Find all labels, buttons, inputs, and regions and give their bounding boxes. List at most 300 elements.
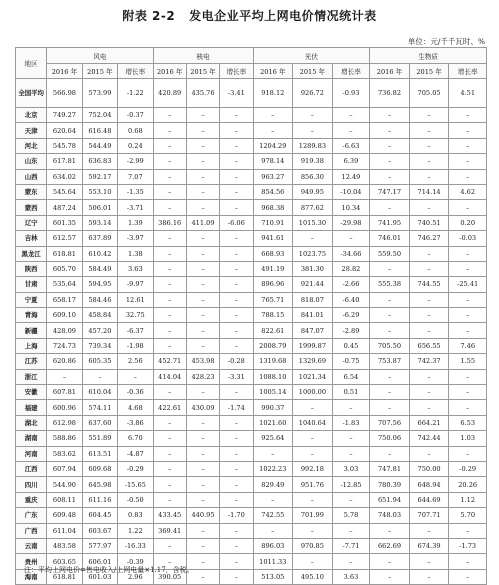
table-row bbox=[16, 308, 487, 323]
value-cell: – bbox=[153, 538, 186, 553]
value-cell: 20.26 bbox=[449, 477, 487, 492]
value-cell: 829.49 bbox=[253, 477, 293, 492]
region-cell: 贵州 bbox=[16, 554, 47, 569]
value-cell: – bbox=[186, 569, 219, 584]
value-cell: 10.34 bbox=[332, 200, 370, 215]
value-cell: – bbox=[409, 385, 449, 400]
value-cell: 440.95 bbox=[186, 508, 219, 523]
value-cell: – bbox=[153, 246, 186, 261]
value-cell: 1.22 bbox=[118, 523, 153, 538]
value-cell: 1329.69 bbox=[293, 354, 333, 369]
value-cell: 992.18 bbox=[293, 461, 333, 476]
value-cell: 651.94 bbox=[370, 492, 410, 507]
value-cell: – bbox=[370, 400, 410, 415]
table-row bbox=[16, 277, 487, 292]
value-cell: 604.45 bbox=[82, 508, 117, 523]
value-cell: 925.64 bbox=[253, 431, 293, 446]
value-cell: 487.24 bbox=[47, 200, 82, 215]
value-cell: – bbox=[409, 108, 449, 123]
value-cell: – bbox=[332, 446, 370, 461]
value-cell: 553.10 bbox=[82, 184, 117, 199]
table-row bbox=[16, 123, 487, 138]
value-cell: – bbox=[153, 477, 186, 492]
value-cell: 747.81 bbox=[370, 461, 410, 476]
value-cell: – bbox=[370, 569, 410, 584]
value-cell: – bbox=[153, 338, 186, 353]
value-cell: 822.61 bbox=[253, 323, 293, 338]
value-cell: 818.07 bbox=[293, 292, 333, 307]
value-cell: 458.84 bbox=[82, 308, 117, 323]
value-cell: – bbox=[370, 308, 410, 323]
value-cell: 612.98 bbox=[47, 415, 82, 430]
value-cell: 601.35 bbox=[47, 215, 82, 230]
value-cell: – bbox=[186, 200, 219, 215]
value-cell: 780.39 bbox=[370, 477, 410, 492]
value-cell: 1022.23 bbox=[253, 461, 293, 476]
value-cell: – bbox=[409, 200, 449, 215]
table-row bbox=[16, 138, 487, 153]
value-cell: -34.66 bbox=[332, 246, 370, 261]
value-cell: 746.01 bbox=[370, 231, 410, 246]
value-cell: – bbox=[186, 446, 219, 461]
value-cell: -29.98 bbox=[332, 215, 370, 230]
sub-header: 2015 年 bbox=[186, 64, 219, 79]
value-cell: – bbox=[220, 169, 253, 184]
value-cell: – bbox=[370, 200, 410, 215]
table-row bbox=[16, 477, 487, 492]
value-cell: – bbox=[409, 154, 449, 169]
value-cell: – bbox=[186, 292, 219, 307]
value-cell: 752.04 bbox=[82, 108, 117, 123]
table-row bbox=[16, 385, 487, 400]
value-cell: – bbox=[253, 446, 293, 461]
value-cell: 411.09 bbox=[186, 215, 219, 230]
value-cell: 428.09 bbox=[47, 323, 82, 338]
value-cell: -0.37 bbox=[118, 108, 153, 123]
value-cell: -2.66 bbox=[332, 277, 370, 292]
value-cell: – bbox=[220, 492, 253, 507]
value-cell: 841.01 bbox=[293, 308, 333, 323]
value-cell: – bbox=[293, 231, 333, 246]
value-cell: 877.62 bbox=[293, 200, 333, 215]
region-cell: 湖南 bbox=[16, 431, 47, 446]
value-cell: 574.11 bbox=[82, 400, 117, 415]
value-cell: 1319.68 bbox=[253, 354, 293, 369]
value-cell: – bbox=[186, 415, 219, 430]
value-cell: 386.16 bbox=[153, 215, 186, 230]
value-cell: 535.64 bbox=[47, 277, 82, 292]
value-cell: – bbox=[153, 261, 186, 276]
value-cell: – bbox=[153, 108, 186, 123]
value-cell: 620.64 bbox=[47, 123, 82, 138]
value-cell: – bbox=[409, 569, 449, 584]
value-cell: – bbox=[409, 369, 449, 384]
value-cell: – bbox=[186, 246, 219, 261]
value-cell: – bbox=[449, 523, 487, 538]
value-cell: 0.20 bbox=[449, 215, 487, 230]
value-cell: 748.03 bbox=[370, 508, 410, 523]
sub-header: 2016 年 bbox=[370, 64, 410, 79]
value-cell: – bbox=[186, 184, 219, 199]
value-cell: – bbox=[370, 154, 410, 169]
table-row bbox=[16, 169, 487, 184]
table-number: 附表 2-2 bbox=[122, 9, 176, 23]
value-cell: 1088.10 bbox=[253, 369, 293, 384]
value-cell: – bbox=[409, 523, 449, 538]
value-cell: 742.37 bbox=[409, 354, 449, 369]
value-cell: – bbox=[370, 385, 410, 400]
value-cell: 636.83 bbox=[82, 154, 117, 169]
value-cell: – bbox=[370, 169, 410, 184]
value-cell: 610.42 bbox=[82, 246, 117, 261]
value-cell: – bbox=[449, 554, 487, 569]
value-cell: 1040.64 bbox=[293, 415, 333, 430]
value-cell: 0.83 bbox=[118, 508, 153, 523]
group-header-wind: 风电 bbox=[47, 48, 153, 64]
value-cell: 618.81 bbox=[47, 246, 82, 261]
value-cell: – bbox=[220, 431, 253, 446]
value-cell: – bbox=[370, 446, 410, 461]
value-cell: -0.29 bbox=[449, 461, 487, 476]
value-cell: -1.22 bbox=[118, 79, 153, 108]
value-cell: – bbox=[449, 200, 487, 215]
value-cell: 607.94 bbox=[47, 461, 82, 476]
value-cell: 1023.75 bbox=[293, 246, 333, 261]
value-cell: – bbox=[220, 154, 253, 169]
value-cell: – bbox=[153, 385, 186, 400]
value-cell: – bbox=[409, 308, 449, 323]
region-cell: 广西 bbox=[16, 523, 47, 538]
value-cell: 5.70 bbox=[449, 508, 487, 523]
value-cell: -3.71 bbox=[118, 200, 153, 215]
region-cell: 新疆 bbox=[16, 323, 47, 338]
table-row bbox=[16, 508, 487, 523]
table-row bbox=[16, 215, 487, 230]
sub-header: 2015 年 bbox=[82, 64, 117, 79]
value-cell: 420.89 bbox=[153, 79, 186, 108]
value-cell: 495.10 bbox=[293, 569, 333, 584]
value-cell: – bbox=[449, 261, 487, 276]
region-cell: 云南 bbox=[16, 538, 47, 553]
value-cell: -25.41 bbox=[449, 277, 487, 292]
value-cell: – bbox=[186, 492, 219, 507]
value-cell: – bbox=[220, 184, 253, 199]
value-cell: 594.95 bbox=[82, 277, 117, 292]
value-cell: 6.70 bbox=[118, 431, 153, 446]
value-cell: -0.75 bbox=[332, 354, 370, 369]
value-cell: -4.87 bbox=[118, 446, 153, 461]
value-cell: 32.75 bbox=[118, 308, 153, 323]
value-cell: 606.01 bbox=[82, 554, 117, 569]
value-cell: – bbox=[220, 108, 253, 123]
value-cell: – bbox=[220, 323, 253, 338]
value-cell: – bbox=[220, 538, 253, 553]
value-cell: 12.61 bbox=[118, 292, 153, 307]
value-cell: 513.05 bbox=[253, 569, 293, 584]
value-cell: 856.30 bbox=[293, 169, 333, 184]
region-cell: 重庆 bbox=[16, 492, 47, 507]
value-cell: – bbox=[293, 554, 333, 569]
value-cell: – bbox=[153, 446, 186, 461]
value-cell: – bbox=[253, 108, 293, 123]
value-cell: 3.63 bbox=[118, 261, 153, 276]
value-cell: 978.14 bbox=[253, 154, 293, 169]
value-cell: – bbox=[118, 369, 153, 384]
value-cell: 896.96 bbox=[253, 277, 293, 292]
value-cell: 603.67 bbox=[82, 523, 117, 538]
value-cell: – bbox=[153, 554, 186, 569]
value-cell: 545.64 bbox=[47, 184, 82, 199]
value-cell: 607.81 bbox=[47, 385, 82, 400]
value-cell: 750.06 bbox=[370, 431, 410, 446]
value-cell: – bbox=[409, 446, 449, 461]
value-cell: 710.91 bbox=[253, 215, 293, 230]
region-cell: 江西 bbox=[16, 461, 47, 476]
value-cell: -6.06 bbox=[220, 215, 253, 230]
value-cell: – bbox=[409, 169, 449, 184]
region-cell: 河南 bbox=[16, 446, 47, 461]
value-cell: 1289.83 bbox=[293, 138, 333, 153]
price-table bbox=[15, 47, 487, 585]
table-row bbox=[16, 400, 487, 415]
value-cell: 765.71 bbox=[253, 292, 293, 307]
table-row bbox=[16, 79, 487, 108]
value-cell: – bbox=[370, 523, 410, 538]
value-cell: – bbox=[186, 231, 219, 246]
value-cell: 6.54 bbox=[332, 369, 370, 384]
value-cell: -6.40 bbox=[332, 292, 370, 307]
value-cell: – bbox=[153, 138, 186, 153]
value-cell: – bbox=[449, 385, 487, 400]
value-cell: – bbox=[332, 523, 370, 538]
value-cell: 674.39 bbox=[409, 538, 449, 553]
table-row bbox=[16, 523, 487, 538]
value-cell: 7.07 bbox=[118, 169, 153, 184]
value-cell: 750.00 bbox=[409, 461, 449, 476]
region-cell: 青海 bbox=[16, 308, 47, 323]
table-row bbox=[16, 200, 487, 215]
value-cell: – bbox=[153, 231, 186, 246]
value-cell: – bbox=[449, 308, 487, 323]
value-cell: – bbox=[186, 108, 219, 123]
value-cell: – bbox=[332, 554, 370, 569]
value-cell: 747.17 bbox=[370, 184, 410, 199]
value-cell: 648.94 bbox=[409, 477, 449, 492]
value-cell: -16.33 bbox=[118, 538, 153, 553]
value-cell: 428.23 bbox=[186, 369, 219, 384]
value-cell: – bbox=[409, 323, 449, 338]
value-cell: -7.71 bbox=[332, 538, 370, 553]
value-cell: 457.20 bbox=[82, 323, 117, 338]
region-cell: 甘肃 bbox=[16, 277, 47, 292]
value-cell: – bbox=[186, 138, 219, 153]
value-cell: -10.04 bbox=[332, 184, 370, 199]
value-cell: -1.70 bbox=[220, 508, 253, 523]
table-row bbox=[16, 231, 487, 246]
value-cell: -2.99 bbox=[118, 154, 153, 169]
value-cell: 28.82 bbox=[332, 261, 370, 276]
table-row bbox=[16, 154, 487, 169]
value-cell: 430.09 bbox=[186, 400, 219, 415]
sub-header: 2016 年 bbox=[253, 64, 293, 79]
value-cell: 577.97 bbox=[82, 538, 117, 553]
value-cell: – bbox=[220, 261, 253, 276]
value-cell: – bbox=[153, 431, 186, 446]
value-cell: – bbox=[449, 400, 487, 415]
region-cell: 山西 bbox=[16, 169, 47, 184]
value-cell: 491.19 bbox=[253, 261, 293, 276]
table-row bbox=[16, 108, 487, 123]
region-cell: 宁夏 bbox=[16, 292, 47, 307]
value-cell: 744.55 bbox=[409, 277, 449, 292]
value-cell: – bbox=[153, 415, 186, 430]
value-cell: -1.83 bbox=[332, 415, 370, 430]
value-cell: 1000.00 bbox=[293, 385, 333, 400]
table-row bbox=[16, 538, 487, 553]
value-cell: – bbox=[186, 554, 219, 569]
value-cell: 592.17 bbox=[82, 169, 117, 184]
value-cell: 1.39 bbox=[118, 215, 153, 230]
value-cell: – bbox=[186, 323, 219, 338]
value-cell: – bbox=[186, 461, 219, 476]
region-cell: 福建 bbox=[16, 400, 47, 415]
value-cell: 1021.34 bbox=[293, 369, 333, 384]
value-cell: -1.98 bbox=[118, 338, 153, 353]
value-cell: -6.29 bbox=[332, 308, 370, 323]
value-cell: -3.31 bbox=[220, 369, 253, 384]
value-cell: -15.65 bbox=[118, 477, 153, 492]
value-cell: 753.87 bbox=[370, 354, 410, 369]
value-cell: 611.16 bbox=[82, 492, 117, 507]
sub-header: 增长率 bbox=[332, 64, 370, 79]
sub-header: 增长率 bbox=[220, 64, 253, 79]
value-cell: 926.72 bbox=[293, 79, 333, 108]
value-cell: 422.61 bbox=[153, 400, 186, 415]
value-cell: 453.98 bbox=[186, 354, 219, 369]
value-cell: – bbox=[332, 400, 370, 415]
value-cell: – bbox=[153, 154, 186, 169]
value-cell: – bbox=[153, 492, 186, 507]
value-cell: 742.44 bbox=[409, 431, 449, 446]
value-cell: 593.14 bbox=[82, 215, 117, 230]
sub-header: 2016 年 bbox=[153, 64, 186, 79]
value-cell: – bbox=[409, 554, 449, 569]
value-cell: 617.81 bbox=[47, 154, 82, 169]
value-cell: -0.36 bbox=[118, 385, 153, 400]
value-cell: 390.05 bbox=[153, 569, 186, 584]
sub-header: 2016 年 bbox=[47, 64, 82, 79]
value-cell: – bbox=[153, 169, 186, 184]
value-cell: – bbox=[449, 154, 487, 169]
value-cell: 616.48 bbox=[82, 123, 117, 138]
region-cell: 北京 bbox=[16, 108, 47, 123]
value-cell: – bbox=[220, 308, 253, 323]
value-cell: 483.58 bbox=[47, 538, 82, 553]
value-cell: – bbox=[332, 231, 370, 246]
value-cell: 1204.29 bbox=[253, 138, 293, 153]
value-cell: 583.62 bbox=[47, 446, 82, 461]
value-cell: – bbox=[409, 261, 449, 276]
value-cell: – bbox=[370, 554, 410, 569]
table-row bbox=[16, 354, 487, 369]
value-cell: 847.07 bbox=[293, 323, 333, 338]
value-cell: – bbox=[370, 369, 410, 384]
value-cell: 637.60 bbox=[82, 415, 117, 430]
value-cell: 644.69 bbox=[409, 492, 449, 507]
value-cell: – bbox=[449, 292, 487, 307]
region-cell: 湖北 bbox=[16, 415, 47, 430]
value-cell: -1.73 bbox=[449, 538, 487, 553]
value-cell: 610.04 bbox=[82, 385, 117, 400]
value-cell: 369.41 bbox=[153, 523, 186, 538]
value-cell: -12.85 bbox=[332, 477, 370, 492]
value-cell: 701.99 bbox=[293, 508, 333, 523]
value-cell: 1015.30 bbox=[293, 215, 333, 230]
value-cell: 605.35 bbox=[82, 354, 117, 369]
value-cell: – bbox=[293, 400, 333, 415]
value-cell: 544.49 bbox=[82, 138, 117, 153]
value-cell: – bbox=[409, 123, 449, 138]
value-cell: 435.76 bbox=[186, 79, 219, 108]
value-cell: -2.89 bbox=[332, 323, 370, 338]
value-cell: – bbox=[449, 569, 487, 584]
value-cell: – bbox=[220, 523, 253, 538]
table-row bbox=[16, 261, 487, 276]
region-header: 地区 bbox=[16, 48, 47, 79]
region-cell: 蒙西 bbox=[16, 200, 47, 215]
value-cell: – bbox=[186, 338, 219, 353]
value-cell: 559.50 bbox=[370, 246, 410, 261]
value-cell: 611.04 bbox=[47, 523, 82, 538]
value-cell: 4.68 bbox=[118, 400, 153, 415]
value-cell: 0.68 bbox=[118, 123, 153, 138]
value-cell: -1.74 bbox=[220, 400, 253, 415]
value-cell: – bbox=[449, 123, 487, 138]
value-cell: – bbox=[370, 123, 410, 138]
value-cell: – bbox=[153, 323, 186, 338]
value-cell: 746.27 bbox=[409, 231, 449, 246]
region-cell: 蒙东 bbox=[16, 184, 47, 199]
table-row bbox=[16, 431, 487, 446]
value-cell: 618.81 bbox=[47, 569, 82, 584]
value-cell: 381.30 bbox=[293, 261, 333, 276]
value-cell: -6.63 bbox=[332, 138, 370, 153]
value-cell: – bbox=[186, 123, 219, 138]
value-cell: -0.39 bbox=[118, 554, 153, 569]
value-cell: – bbox=[253, 123, 293, 138]
table-row bbox=[16, 246, 487, 261]
value-cell: 741.95 bbox=[370, 215, 410, 230]
value-cell: – bbox=[409, 400, 449, 415]
footnote: 注：平均上网电价=售电收入/上网电量×1.17，含税。 bbox=[24, 566, 194, 574]
value-cell: 664.21 bbox=[409, 415, 449, 430]
value-cell: 584.46 bbox=[82, 292, 117, 307]
value-cell: – bbox=[332, 123, 370, 138]
value-cell: -0.50 bbox=[118, 492, 153, 507]
value-cell: 4.62 bbox=[449, 184, 487, 199]
table-row bbox=[16, 369, 487, 384]
value-cell: 0.51 bbox=[332, 385, 370, 400]
value-cell: 1.03 bbox=[449, 431, 487, 446]
region-cell: 江苏 bbox=[16, 354, 47, 369]
value-cell: 736.82 bbox=[370, 79, 410, 108]
value-cell: 970.85 bbox=[293, 538, 333, 553]
sub-header: 增长率 bbox=[449, 64, 487, 79]
value-cell: 0.45 bbox=[332, 338, 370, 353]
value-cell: – bbox=[186, 538, 219, 553]
value-cell: – bbox=[370, 323, 410, 338]
region-cell: 全国平均 bbox=[16, 79, 47, 108]
